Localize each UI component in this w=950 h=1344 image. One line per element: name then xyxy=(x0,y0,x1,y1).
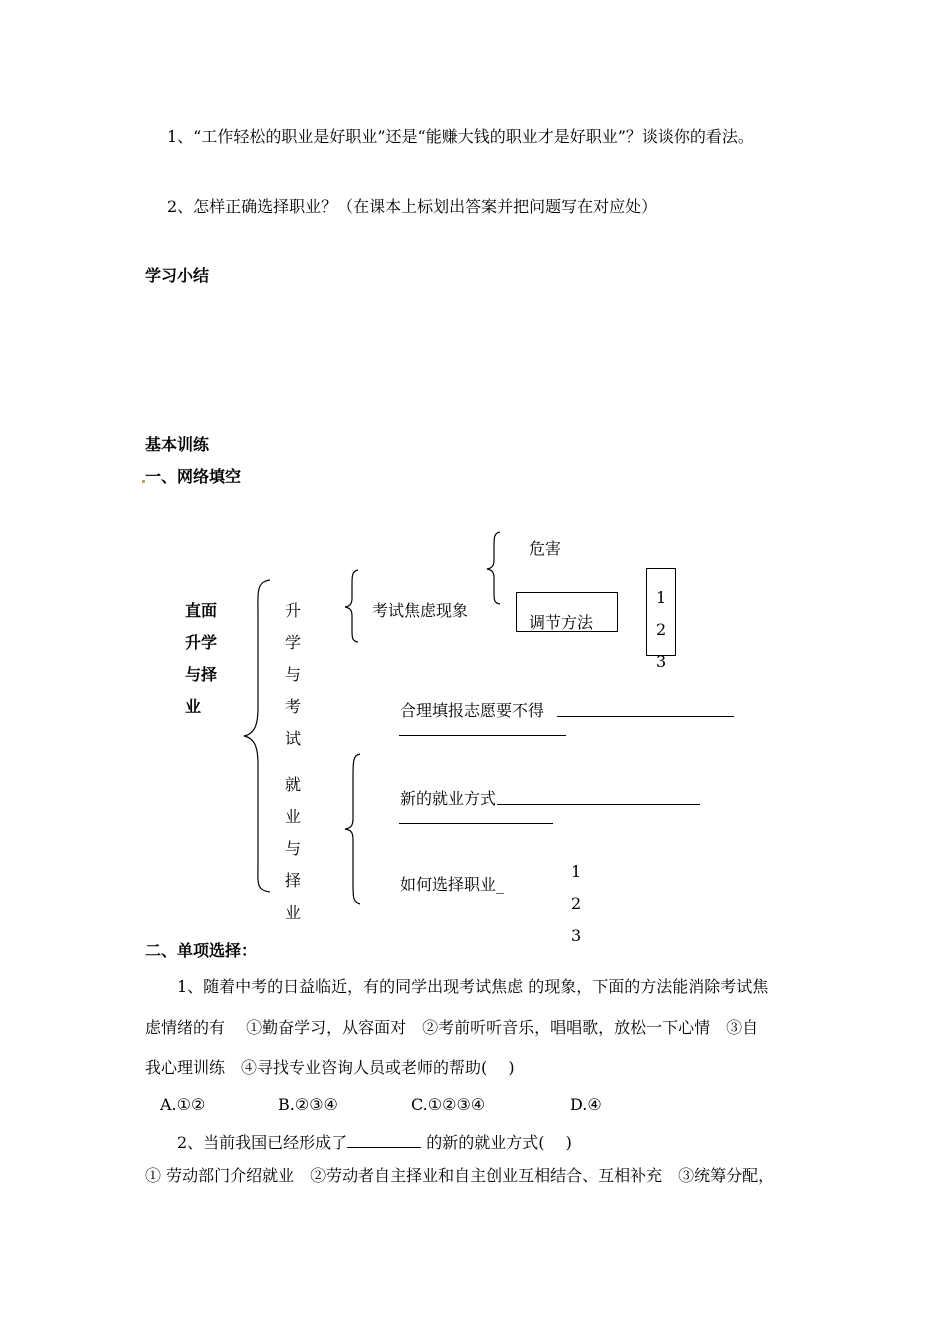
new-job-blank-2 xyxy=(399,823,553,824)
volunteer-label: 合理填报志愿要不得 xyxy=(400,701,545,720)
choose-number: 3 xyxy=(571,926,582,945)
mc1-option-a: A.①② xyxy=(160,1095,206,1114)
branch-exam-char: 学 xyxy=(284,633,301,652)
root-line: 业 xyxy=(185,697,202,716)
anxiety-label: 考试焦虑现象 xyxy=(372,601,469,620)
root-line: 升学 xyxy=(185,633,218,652)
volunteer-blank-1 xyxy=(557,716,734,717)
branch-job-char: 就 xyxy=(284,775,301,794)
adjust-number: 1 xyxy=(656,588,667,607)
choose-number: 1 xyxy=(571,862,582,881)
branch-exam-char: 考 xyxy=(284,697,301,716)
branch-job-char: 与 xyxy=(284,839,301,858)
branch-exam-char: 升 xyxy=(284,601,301,620)
harm-brace xyxy=(484,530,504,606)
anxiety-brace xyxy=(342,568,362,644)
branch-job-char: 业 xyxy=(284,807,301,826)
new-job-label: 新的就业方式 xyxy=(400,789,497,808)
training-heading: 基本训练 xyxy=(145,435,210,454)
question-1: 1、“工作轻松的职业是好职业”还是“能赚大钱的职业才是好职业”？谈谈你的看法。 xyxy=(167,127,754,146)
mc1-option-b: B.②③④ xyxy=(278,1095,338,1114)
new-job-blank-1 xyxy=(497,804,700,805)
volunteer-blank-2 xyxy=(399,735,566,736)
mc2-blank xyxy=(347,1131,421,1148)
mc2-stem-before: 2、当前我国已经形成了 xyxy=(177,1133,348,1152)
mc1-option-d: D.④ xyxy=(570,1095,602,1114)
section1-heading: 一、网络填空 xyxy=(145,467,242,486)
mc1-line1: 1、随着中考的日益临近，有的同学出现考试焦虑 的现象，下面的方法能消除考试焦 xyxy=(177,977,769,996)
branch-job-char: 择 xyxy=(284,871,301,890)
mc1-line2: 虑情绪的有 ①勤奋学习，从容面对 ②考前听听音乐，唱唱歌，放松一下心情 ③自 xyxy=(145,1018,759,1037)
root-line: 直面 xyxy=(185,601,218,620)
adjust-numbers-box xyxy=(646,568,676,656)
branch-exam-char: 与 xyxy=(284,665,301,684)
question-2: 2、怎样正确选择职业？（在课本上标划出答案并把问题写在对应处） xyxy=(167,197,658,216)
section2-heading: 二、单项选择： xyxy=(145,941,258,960)
summary-heading: 学习小结 xyxy=(145,266,210,285)
adjust-label: 调节方法 xyxy=(529,613,594,632)
choose-job-label: 如何选择职业_ xyxy=(400,875,505,894)
marker-dot xyxy=(142,480,145,483)
main-brace xyxy=(240,578,280,894)
mc2-stem xyxy=(177,1131,572,1153)
mc1-line3: 我心理训练 ④寻找专业咨询人员或老师的帮助( ) xyxy=(145,1058,515,1077)
branch-exam-char: 试 xyxy=(284,729,301,748)
job-brace xyxy=(342,752,364,906)
mc2-stem-after: 的新的就业方式( ) xyxy=(421,1133,572,1152)
adjust-number: 3 xyxy=(656,652,667,671)
root-line: 与择 xyxy=(185,665,218,684)
mc2-line2: ① 劳动部门介绍就业 ②劳动者自主择业和自主创业互相结合、互相补充 ③统筹分配， xyxy=(145,1166,775,1185)
choose-number: 2 xyxy=(571,894,582,913)
branch-job-char: 业 xyxy=(284,903,301,922)
mc1-option-c: C.①②③④ xyxy=(411,1095,486,1114)
harm-label: 危害 xyxy=(529,539,562,558)
adjust-number: 2 xyxy=(656,620,667,639)
